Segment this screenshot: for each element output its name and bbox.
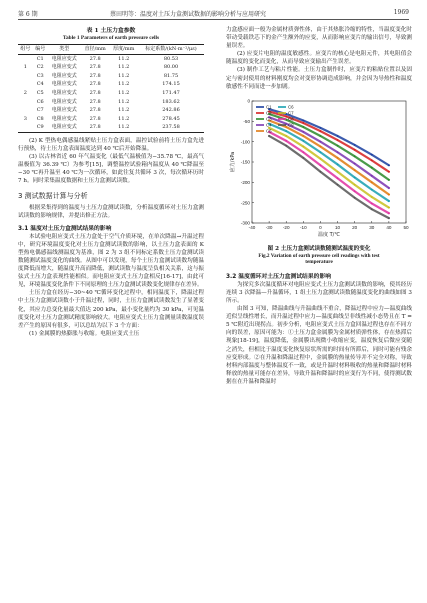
left-column [18, 26, 204, 338]
legend-label: C6 [288, 104, 294, 110]
data-point-c4 [337, 151, 339, 153]
data-point-c9 [285, 145, 287, 147]
x-tick-label: 20 [352, 224, 358, 230]
data-point-c6 [371, 189, 373, 191]
cell-diameter: 27.8 [89, 55, 101, 62]
col-header-coefficient: 标定系数/(kN·m⁻²/με) [138, 45, 204, 55]
right-column [226, 26, 412, 386]
data-point-c7 [354, 184, 356, 186]
cell-thickness: 11.2 [118, 81, 130, 88]
figure-caption-en-line1: Fig.2 Variation of earth pressure cell readings with test [258, 252, 380, 259]
data-point-c4 [302, 131, 304, 133]
cell-group [18, 54, 33, 63]
cell-id: C2 [36, 64, 44, 71]
data-point-c1 [388, 164, 390, 166]
x-tick-label: 10 [334, 224, 341, 230]
table-row [18, 115, 204, 124]
col-header-diameter: 直径/mm [81, 45, 110, 55]
cell-diameter: 27.8 [89, 64, 101, 71]
cell-group: 3 [23, 115, 27, 122]
cell-diameter: 27.8 [89, 81, 101, 88]
data-point-c7 [388, 206, 390, 208]
paragraph: 本试验电阻应变式土压力盒处于空气介质环境，在单次降温→升温过程中，研究环境温度变化对土压力盒测试读数的影响，以土压力盒表面的 K 型热电偶感温线测温度为基准，图 2 为 3 组不同标定系数土压力盒测试读数随测试温度变化的曲线。从图中可以发现，每个土压力盒测试读数均随温度降低而增大，随温度升高而降低，测试读数与温度呈负相关关系，这与振弦式土压力盒表现性能相似。而电阻应变式土压力盒相反[16-17]，由此可见，环境温度变化条件下不同原理的土压力盒测试读数变化规律存在差异。 [18, 233, 204, 289]
col-header-thickness: 厚度/mm [109, 45, 138, 55]
data-point-c5 [285, 126, 287, 128]
x-axis-label: 温度 T/℃ [318, 231, 340, 238]
cell-type: 电阻应变式 [51, 64, 77, 71]
cell-group [18, 80, 33, 89]
cell-id: C5 [36, 89, 44, 96]
table-row [18, 54, 204, 63]
x-tick-label: 50 [403, 224, 409, 230]
x-tick-label: -10 [300, 224, 307, 230]
cell-thickness: 11.2 [109, 123, 138, 132]
cell-thickness: 11.2 [118, 64, 130, 71]
series-line-c9 [269, 136, 389, 218]
cell-thickness: 11.2 [118, 107, 130, 114]
cell-diameter: 27.8 [89, 72, 101, 79]
legend-label: C2 [266, 110, 272, 116]
x-tick-label: -20 [282, 224, 290, 230]
cell-type: 电阻应变式 [51, 72, 77, 79]
data-point-c4 [388, 187, 390, 189]
data-point-c1 [371, 154, 373, 156]
figure-caption-en-line2: temperature [305, 259, 333, 266]
data-point-c5 [354, 169, 356, 171]
cell-id: C1 [36, 55, 44, 62]
table-body [18, 54, 204, 132]
table-caption-cn: 表 1 土压力盒参数 [86, 28, 136, 34]
data-point-c3 [337, 145, 339, 147]
data-point-c9 [371, 208, 373, 210]
cell-diameter: 27.8 [89, 89, 101, 96]
cell-thickness: 11.2 [118, 72, 130, 79]
cell-coefficient: 278.45 [162, 115, 180, 122]
cell-group [18, 106, 33, 115]
cell-type: 电阻应变式 [51, 55, 77, 62]
data-point-c6 [320, 151, 322, 153]
cell-coefficient: 174.15 [162, 81, 180, 88]
cell-group [18, 98, 33, 107]
table-header-row [18, 45, 204, 55]
paragraph: (3) 以古林省近 60 年气温变化（最低气温极值为−35.78 ℃，最高气温极值为 36.39 ℃）为参考[15]，调整温控试验箱内温度从 40 ℃降温至−30 ℃再升温至 40 ℃为一次循环，如此往复共循环 3 次，每次循环历时 7 h。同时采集温度数据和土压力盒测试读数。 [18, 154, 204, 185]
figure-caption-cn: 图 2 土压力盒测试读数随测试温度的变化 [267, 245, 371, 252]
cell-diameter: 27.8 [89, 107, 101, 114]
cell-group: 2 [23, 89, 27, 96]
col-header-id: 编号 [33, 45, 48, 55]
data-point-c1 [302, 119, 304, 121]
cell-type: 电阻应变式 [51, 115, 77, 122]
data-point-c9 [302, 157, 304, 159]
running-title: 蔡田明等：温度对土压力盒测试数据的影响分析与应用研究 [110, 11, 267, 18]
table-row [18, 98, 204, 107]
data-point-c2 [320, 130, 322, 132]
data-point-c8 [337, 177, 339, 179]
data-point-c1 [354, 144, 356, 146]
section-heading: 3 测试数据计算与分析 [18, 191, 88, 200]
table-row [18, 89, 204, 98]
y-tick-label: -50 [243, 118, 250, 124]
cell-coefficient: 81.75 [163, 72, 179, 79]
data-point-c9 [268, 135, 270, 137]
cell-id: C3 [36, 72, 44, 79]
data-point-c7 [320, 158, 322, 160]
table-caption-en: Table 1 Parameters of earth pressure cells [62, 35, 160, 41]
x-tick-label: -30 [265, 224, 273, 230]
data-point-c5 [337, 157, 339, 159]
data-point-c7 [337, 171, 339, 173]
table-row [18, 63, 204, 72]
data-point-c1 [337, 135, 339, 137]
cell-diameter: 27.8 [89, 115, 101, 122]
header-rule [18, 19, 409, 20]
data-point-c9 [388, 217, 390, 219]
data-point-c8 [371, 202, 373, 204]
paragraph: (1) 金属膜的热膨胀与收缩。电阻应变式土压 [29, 330, 140, 337]
data-point-c4 [354, 162, 356, 164]
x-tick-label: 40 [386, 224, 392, 230]
data-point-c4 [371, 175, 373, 177]
table-row [18, 106, 204, 115]
legend-label: C1 [266, 104, 272, 110]
cell-id: C6 [36, 98, 44, 105]
table-row [18, 72, 204, 81]
col-header-type: 类型 [48, 45, 81, 55]
data-point-c4 [320, 141, 322, 143]
data-point-c5 [320, 145, 322, 147]
page-number: 1969 [393, 9, 409, 16]
cell-id: C7 [36, 107, 44, 114]
figure-2 [226, 95, 412, 245]
subsection-heading: 3.2 温度循环对土压力盒测试结果的影响 [226, 273, 332, 280]
cell-coefficient: 183.62 [162, 98, 180, 105]
paragraph: 由图 3 可知，降温曲线与升温曲线不重合，降温过程中应力—温度曲线近似呈线性增长，而升温过程中应力—温度曲线呈非线性减小态势且在 T = 5 ℃附近出现拐点。初步分析，电阻应变式土压力盒回温过程也存在不同方向的误差，原因可能为：①土压力盒金属膜为金属材质弹性体，存在热滞后现象[18-19]，温度降低，金属膜出现微小收缩应变，温度恢复后微应变随之消失，但相比于温度变化恢复原状所需的时间有所滞后，同时可能有残余应变形成。②在升温和降温过程中，金属膜的热量传导并不完全对称，导致材料内部温度与整体温度不一致，或是升温时材料吸收的热量和降温时材料释放的热量可能存在差异，导致升温和降温时的应变行为不同，使得测试数据在在升温和降温时 [226, 306, 412, 385]
data-point-c9 [337, 184, 339, 186]
cell-type: 电阻应变式 [51, 81, 77, 88]
legend-label: C7 [288, 110, 294, 116]
cell-type: 电阻应变式 [51, 98, 77, 105]
data-point-c3 [320, 135, 322, 137]
cell-thickness: 11.2 [118, 115, 130, 122]
data-point-c8 [354, 190, 356, 192]
y-tick-label: -100 [240, 139, 250, 145]
data-point-c2 [302, 122, 304, 124]
paragraph: (3) 制作工艺与粘片性能。土压力盒制作时，应变片的粘贴位置以及固定与密封使用的材料刚度均会对变形协调造成影响，并会因为导热性和温度敏感性不同而进一步加剧。 [226, 67, 412, 90]
cell-type: 电阻应变式 [48, 123, 81, 132]
data-point-c5 [302, 135, 304, 137]
data-point-c5 [388, 193, 390, 195]
cell-id: C9 [33, 123, 48, 132]
cell-type: 电阻应变式 [51, 89, 77, 96]
paragraph: 为探究多次温度循环对电阻应变式土压力盒测试读数的影响，使其经历连续 3 次降温—升温循环，1 组土压力盒测试读数随温度变化的曲线如图 3 所示。 [226, 281, 412, 304]
data-point-c3 [354, 155, 356, 157]
cell-diameter: 27.8 [89, 98, 101, 105]
legend-label: C8 [288, 116, 294, 122]
y-tick-label: -250 [240, 200, 250, 206]
y-tick-label: -200 [240, 179, 250, 185]
data-point-c6 [285, 130, 287, 132]
table-row [18, 123, 204, 132]
parameter-table [18, 44, 204, 133]
data-point-c3 [371, 167, 373, 169]
data-point-c2 [354, 149, 356, 151]
data-point-c6 [354, 176, 356, 178]
data-point-c7 [302, 145, 304, 147]
data-point-c2 [337, 139, 339, 141]
data-point-c6 [337, 163, 339, 165]
paragraph: (2) K 型热电偶感温线紧贴土压力盒表面，温控试验前将土压力盒先进行预热，待土压力盒表面温度达到 40 ℃后开始降温。 [18, 137, 204, 153]
x-tick-label: -40 [248, 224, 256, 230]
data-point-c7 [285, 135, 287, 137]
data-point-c8 [285, 140, 287, 142]
data-point-c8 [388, 212, 390, 214]
y-tick-label: 0 [247, 98, 250, 104]
legend-label: C5 [266, 128, 272, 134]
legend-label: C3 [266, 116, 272, 122]
data-point-c9 [354, 197, 356, 199]
series-line-c8 [269, 132, 389, 213]
subsection-heading: 3.1 温度对土压力盒测试结果的影响 [18, 225, 112, 232]
legend-label: C9 [288, 122, 294, 128]
data-point-c6 [302, 140, 304, 142]
data-point-c9 [320, 171, 322, 173]
cell-type: 电阻应变式 [51, 107, 77, 114]
cell-coefficient: 80.00 [163, 64, 179, 71]
cell-group: 1 [23, 64, 27, 71]
y-tick-label: -300 [240, 220, 250, 226]
data-point-c5 [371, 181, 373, 183]
issue-number: 第 6 期 [18, 11, 38, 18]
paragraph: (2) 应变片电阻的温度敏感性。应变片的核心是电阻元件，其电阻值会随温度的变化而变化，从而导致应变输出产生误差。 [226, 51, 412, 66]
data-point-c2 [371, 159, 373, 161]
data-point-c3 [302, 126, 304, 128]
x-tick-label: 30 [369, 224, 375, 230]
data-point-c2 [388, 171, 390, 173]
cell-group [18, 123, 33, 132]
temperature-stress-chart [226, 95, 412, 245]
paragraph: 土压力盒在经历−30~40 ℃循环变化过程中，相同温度下，降温过程中土压力盒测试读数小于升温过程，同时，土压力盒测试读数发生了显著变化，其应力总变化量最大值达 200 kPa，最小变化量约为 30 kPa，可见温度变化对土压力盒测试精度影响较大。电阻应变式土压力盒测量读数温度误差产生的原因有很多，可以总结为以下 3 个方面： [18, 290, 204, 329]
cell-thickness: 11.2 [118, 98, 130, 105]
legend-label: C4 [266, 122, 272, 128]
cell-coefficient: 171.47 [162, 89, 180, 96]
data-point-c1 [320, 127, 322, 129]
data-point-c3 [388, 179, 390, 181]
col-header-group: 组号 [18, 45, 33, 55]
cell-diameter: 27.8 [81, 123, 110, 132]
data-point-c2 [285, 115, 287, 117]
cell-id: C8 [36, 115, 44, 122]
data-point-c6 [388, 200, 390, 202]
cell-id: C4 [36, 81, 44, 88]
cell-coefficient: 242.86 [162, 107, 180, 114]
cell-coefficient: 237.58 [138, 123, 204, 132]
x-tick-label: 0 [319, 224, 322, 230]
paragraph: 根据采集得到的温度与土压力盒测试读数，分析温度循环对土压力盒测试读数的影响规律，并提出修正方法。 [18, 204, 204, 219]
data-point-c7 [371, 196, 373, 198]
cell-coefficient: 80.53 [163, 55, 179, 62]
paragraph: 力盒感应面一般为金属材质弹性体，由于其热胀冷缩的特性，当温度变化时带动受载铁芯下的金产生额外的应变，从而影响应变片的输出信号，导致测量误差。 [226, 27, 412, 50]
y-tick-label: -150 [240, 159, 250, 165]
data-point-c8 [320, 164, 322, 166]
cell-group [18, 72, 33, 81]
cell-thickness: 11.2 [118, 55, 130, 62]
y-axis-label: 应力/kPa [230, 151, 236, 172]
cell-thickness: 11.2 [118, 89, 130, 96]
table-row [18, 80, 204, 89]
data-point-c8 [302, 151, 304, 153]
